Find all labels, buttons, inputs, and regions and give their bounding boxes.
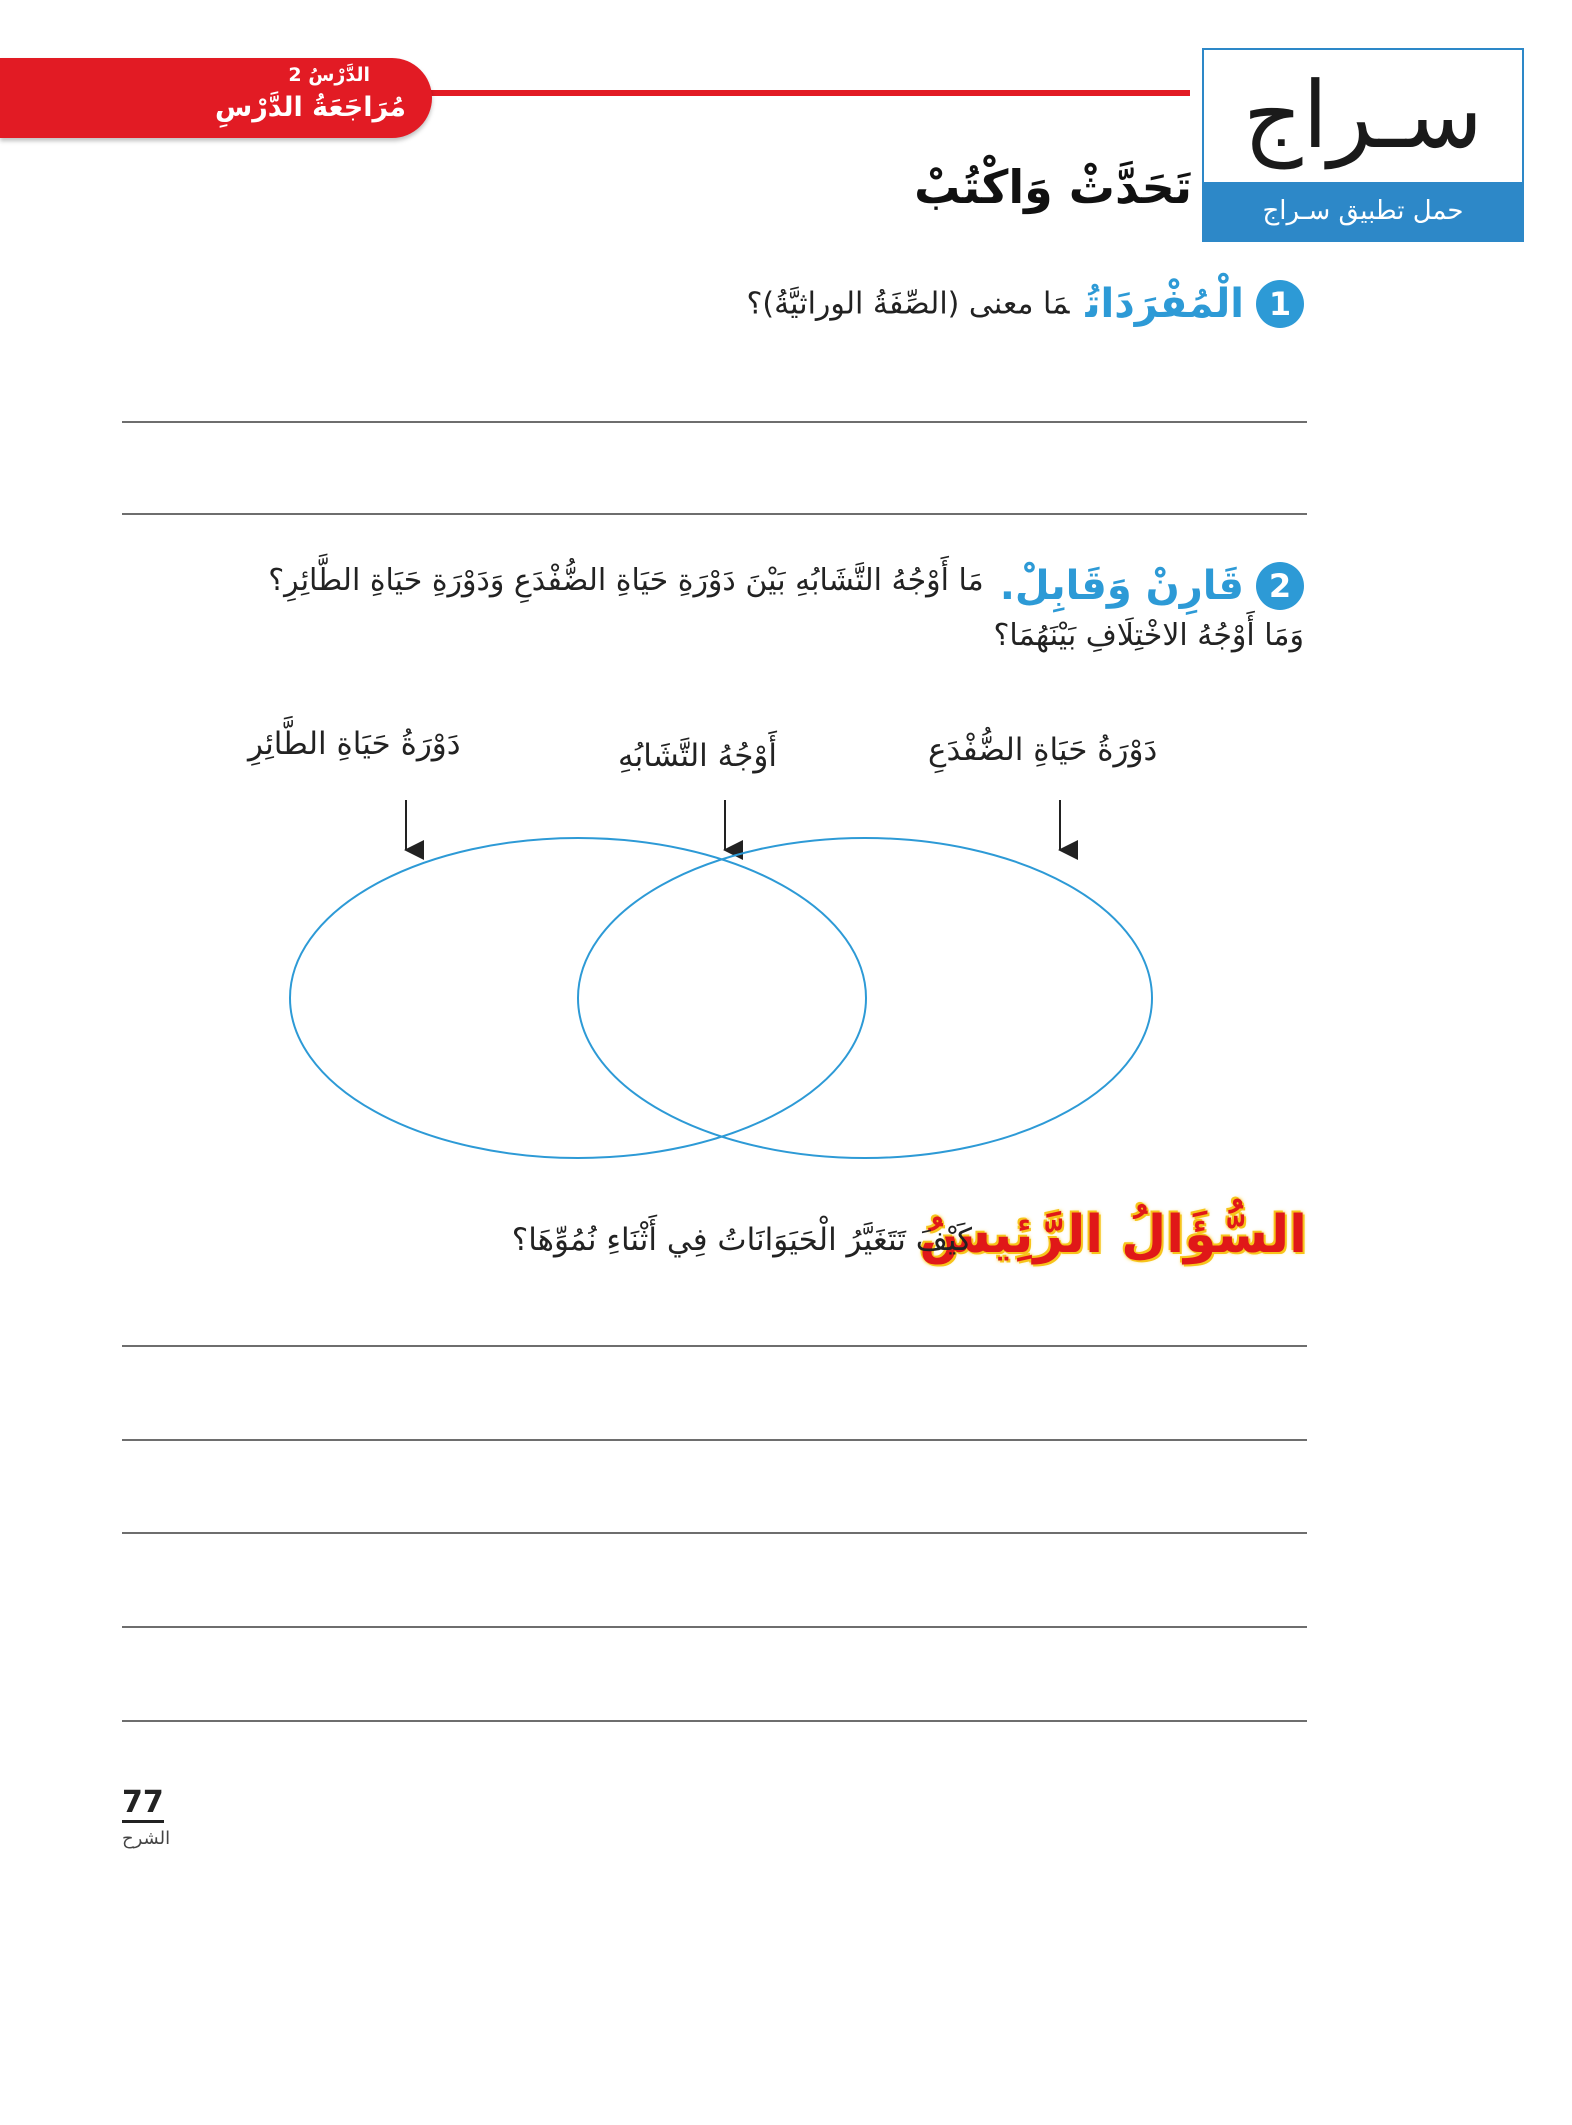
answer-line[interactable] [122,1345,1307,1347]
venn-label-frog: دَوْرَةُ حَيَاةِ الضُّفْدَعِ [928,732,1158,768]
answer-line[interactable] [122,1532,1307,1534]
answer-line[interactable] [122,1626,1307,1628]
logo-app-bar: حمل تطبيق سـراج [1204,182,1522,240]
answer-line[interactable] [122,1720,1307,1722]
question-label: قَارِنْ وَقَابِلْ. [999,562,1244,609]
question-2 [234,556,1304,665]
question-text: مَا معنى (الصِّفَةُ الوراثيَّةُ)؟ [746,286,1070,322]
lesson-number: الدَّرْسُ 2 [288,64,370,86]
section-title: تَحَدَّثْ وَاكْتُبْ [914,160,1192,214]
venn-diagram [280,800,1160,1180]
header-red-line [380,90,1190,96]
essential-question-text: كَيْفَ تَتَغَيَّرُ الْحَيَوَانَاتُ فِي أَثْنَاءِ نُمُوِّهَا؟ [511,1222,972,1258]
siraj-logo[interactable] [1202,48,1524,242]
answer-line[interactable] [122,1439,1307,1441]
essential-question-label: السُّؤَالُ الرَّئِيسُ [919,1205,1307,1265]
question-text: مَا أَوْجُهُ التَّشَابُهِ بَيْنَ دَوْرَةِ حَيَاةِ الضُّفْدَعِ وَدَوْرَةِ حَيَاةِ الطَّائِرِ؟ وَمَا أَوْجُهُ الاخْتِلَافِ بَيْنَهُمَا؟ [268,563,1304,653]
question-number-badge: 1 [1256,280,1304,328]
question-1 [746,280,1304,328]
question-label: الْمُفْرَدَاتُ [1085,281,1244,327]
answer-line[interactable] [122,421,1307,423]
answer-line[interactable] [122,513,1307,515]
venn-label-bird: دَوْرَةُ حَيَاةِ الطَّائِرِ [248,726,461,762]
question-number-badge: 2 [1256,562,1304,610]
venn-label-similarities: أَوْجُهُ التَّشَابُهِ [618,738,777,774]
lesson-tab [0,58,432,138]
page-number: 77 [122,1786,164,1823]
logo-text: سـراج [1243,62,1483,169]
page-subtitle: الشرح [122,1828,171,1849]
lesson-title: مُرَاجَعَةُ الدَّرْسِ [214,92,406,123]
